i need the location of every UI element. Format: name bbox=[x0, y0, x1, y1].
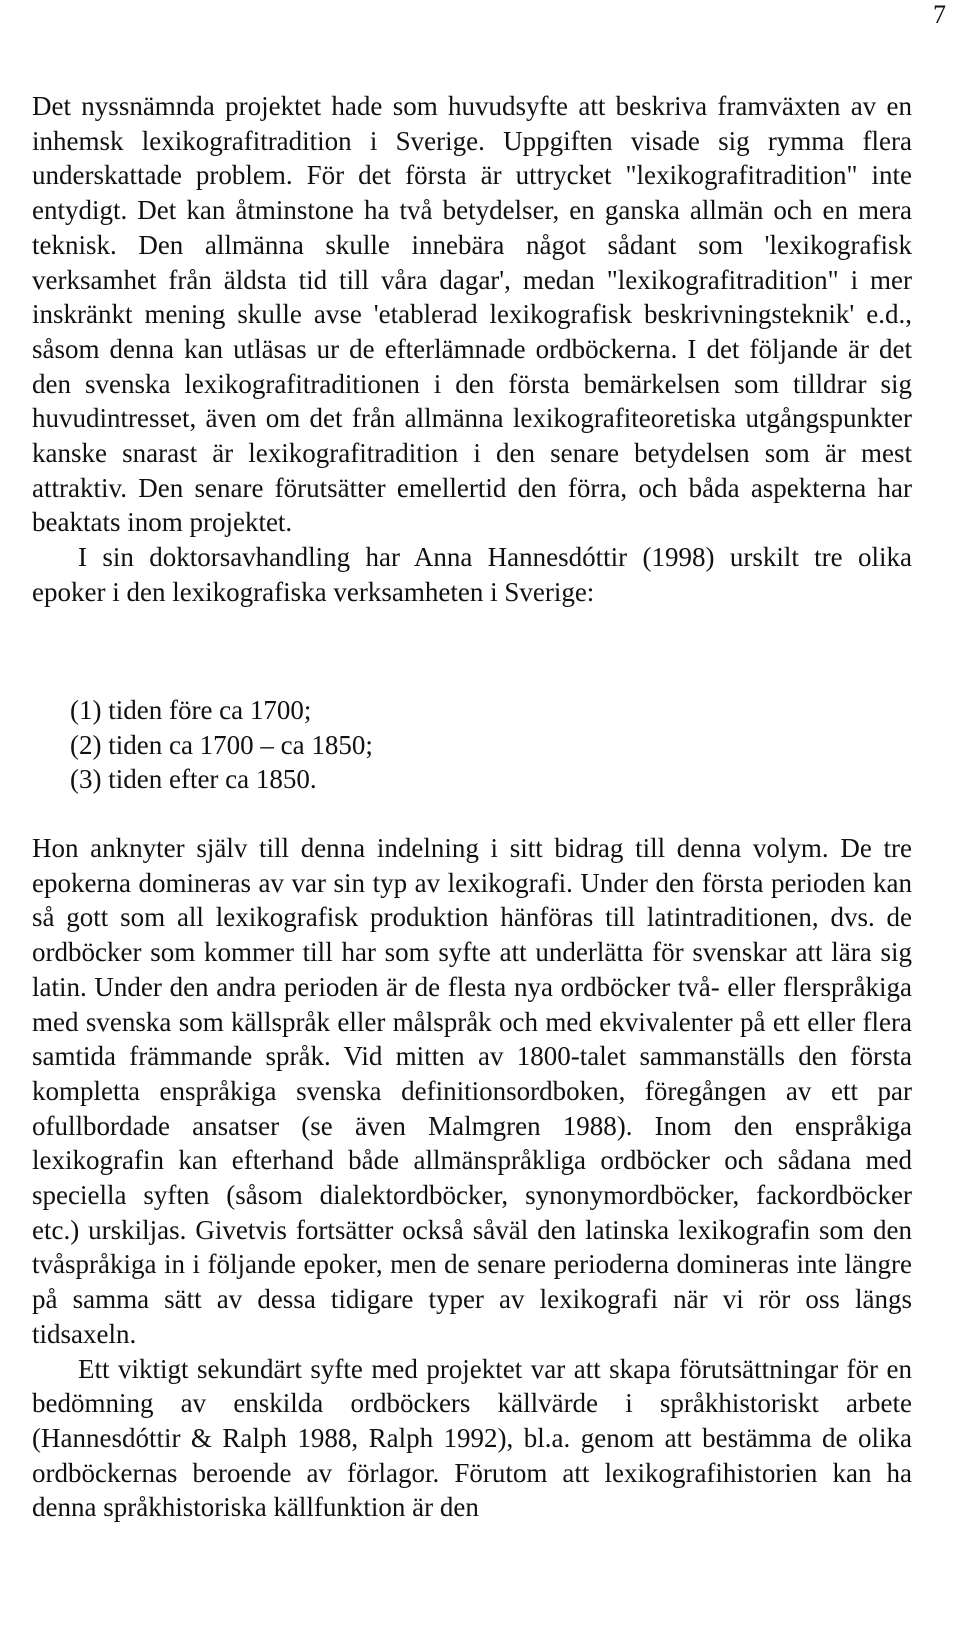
epoch-list bbox=[70, 693, 890, 797]
paragraph-project-aim: Det nyssnämnda projektet hade som huvudsyfte att beskriva framväxten av en inhemsk lexikografitradition i Sverige. Uppgiften visade sig rymma flera underskattade problem. För det första är uttrycket "lexikografitradition" inte entydigt. Det kan åtminstone ha två betydelser, en ganska allmän och en mera teknisk. Den allmänna skulle innebära något sådant som 'lexikografisk verksamhet från äldsta tid till våra dagar', medan "lexikografitradition" i mer inskränkt mening skulle avse 'etablerad lexikografisk beskrivningsteknik' e.d., såsom denna kan utläsas ur de efterlämnade ordböckerna. I det följande är det den svenska lexikografitraditionen i den första bemärkelsen som tilldrar sig huvudintresset, även om det från allmänna lexikografiteoretiska utgångspunkter kanske snarast är lexikografitradition i den senare betydelsen som är mest attraktiv. Den senare förutsätter emellertid den förra, och båda aspekterna har beaktats inom projektet. bbox=[32, 91, 912, 538]
intro-section bbox=[32, 89, 912, 610]
paragraph-three-epochs: Hon anknyter själv till denna indelning i sitt bidrag till denna volym. De tre epokerna domineras av var sin typ av lexikografi. Under den första perioden kan så gott som all lexikografisk produktion hänföras till latintraditionen, dvs. de ordböcker som kommer till har som syfte att underlätta för svenskar att lära sig latin. Under den andra perioden är de flesta nya ordböcker två- eller flerspråkiga med svenska som källspråk eller målspråk och med ekvivalenter på ett eller flera samtida främmande språk. Vid mitten av 1800-talet sammanställs den första kompletta enspråkiga svenska definitionsordboken, föregången av ett par ofullbordade ansatser (se även Malmgren 1988). Inom den enspråkiga lexikografin kan efterhand både allmänspråkliga ordböcker och sådana med speciella syften (såsom dialektordböcker, synonymordböcker, fackordböcker etc.) urskiljas. Givetvis fortsätter också såväl den latinska lexikografin som den tvåspråkiga in i följande epoker, men de senare perioderna domineras inte längre på samma sätt av dessa tidigare typer av lexikografi när vi rör oss längs tidsaxeln. bbox=[32, 833, 912, 1349]
list-item: (2) tiden ca 1700 – ca 1850; bbox=[70, 729, 373, 760]
paragraph-secondary-aim: Ett viktigt sekundärt syfte med projektet var att skapa förutsättningar för en bedömning av enskilda ordböckers källvärde i språkhistoriskt arbete (Hannesdóttir & Ralph 1988, Ralph 1992), bl.a. genom att bestämma de olika ordböckernas beroende av förlagor. Förutom att lexikografihistorien kan ha denna språkhistoriska källfunktion är den bbox=[32, 1353, 912, 1523]
page-number: 7 bbox=[933, 0, 946, 29]
main-section bbox=[32, 831, 912, 1525]
paragraph-hannesdottir-epochs: I sin doktorsavhandling har Anna Hannesdóttir (1998) urskilt tre olika epoker i den lexikografiska verksamheten i Sverige: bbox=[32, 542, 912, 607]
list-item: (1) tiden före ca 1700; bbox=[70, 695, 312, 725]
list-item: (3) tiden efter ca 1850. bbox=[70, 764, 317, 794]
